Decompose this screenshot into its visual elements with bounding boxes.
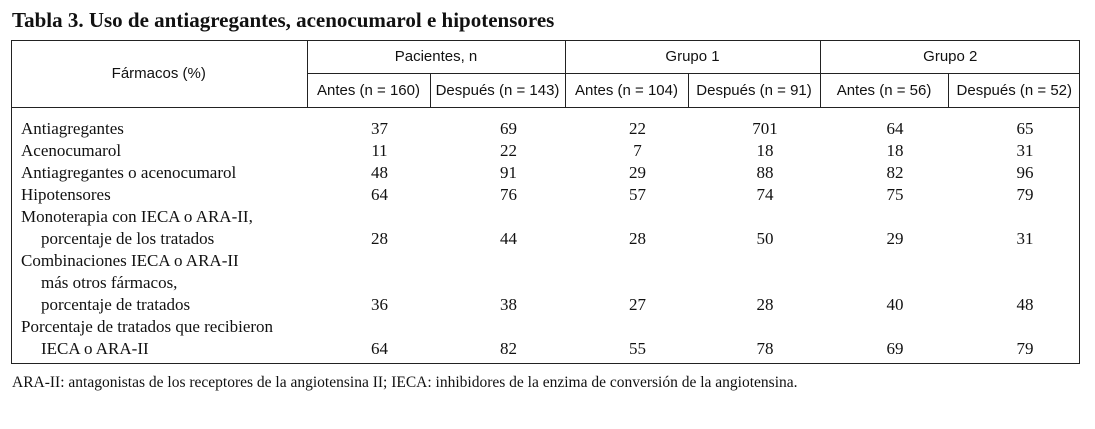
table-cell: 48 (371, 163, 388, 182)
table-cell: 82 (500, 339, 517, 358)
row-label: Antiagregantes o acenocumarol (21, 163, 237, 182)
table-cell: 37 (371, 119, 388, 138)
subheader-cell: Antes (n = 56) (820, 74, 948, 108)
table-row (11, 118, 1080, 140)
table-title: Tabla 3. Uso de antiagregantes, acenocumarol e hipotensores (12, 8, 555, 32)
row-label-continued: porcentaje de tratados (41, 295, 191, 314)
group-header-grupo-2: Grupo 2 (820, 40, 1080, 74)
table-cell: 64 (886, 119, 904, 138)
group-header-grupo-1: Grupo 1 (565, 40, 820, 74)
table-cell: 50 (756, 229, 774, 248)
table-row-label-line (11, 250, 1080, 272)
table-cell: 79 (1016, 185, 1034, 204)
subheader-cell: Antes (n = 160) (307, 74, 430, 108)
row-label: Antiagregantes (21, 119, 124, 138)
table-cell: 69 (886, 339, 904, 358)
table-row (11, 294, 1080, 316)
table-cell: 18 (886, 141, 904, 160)
table-cell: 29 (629, 163, 646, 182)
table-cell: 76 (500, 185, 517, 204)
table-row-label-line (11, 206, 1080, 228)
subheader-cell: Antes (n = 104) (565, 74, 688, 108)
table-cell: 82 (886, 163, 904, 182)
row-label-continued: porcentaje de los tratados (41, 229, 215, 248)
table-cell: 7 (633, 141, 642, 160)
table-cell: 36 (371, 295, 388, 314)
table-cell: 64 (371, 185, 388, 204)
table-row (11, 184, 1080, 206)
table-cell: 65 (1016, 119, 1034, 138)
table-cell: 11 (371, 141, 388, 160)
table-cell: 75 (886, 185, 904, 204)
table-cell: 96 (1016, 163, 1034, 182)
table-cell: 40 (886, 295, 904, 314)
table-row (11, 338, 1080, 360)
table-cell: 29 (886, 229, 904, 248)
table-cell: 28 (371, 229, 388, 248)
table-cell: 79 (1016, 339, 1034, 358)
subheader-cell: Después (n = 91) (688, 74, 820, 108)
table-row-label-line (11, 316, 1080, 338)
table-cell: 28 (756, 295, 774, 314)
row-label: Porcentaje de tratados que recibieron (21, 317, 274, 336)
table-cell: 31 (1016, 141, 1034, 160)
table-cell: 55 (629, 339, 646, 358)
table-cell: 57 (629, 185, 646, 204)
table-cell: 74 (756, 185, 774, 204)
table-cell: 38 (500, 295, 517, 314)
table-cell: 701 (752, 119, 778, 138)
table-cell: 28 (629, 229, 646, 248)
table-row (11, 162, 1080, 184)
row-header-label: Fármacos (%) (11, 40, 307, 108)
subheader-cell: Después (n = 143) (430, 74, 565, 108)
table-cell: 27 (629, 295, 646, 314)
table-row (11, 228, 1080, 250)
data-table (11, 40, 1080, 360)
subheader-cell: Después (n = 52) (948, 74, 1080, 108)
table-row-label-line (11, 272, 1080, 294)
row-label: Combinaciones IECA o ARA-II (21, 251, 239, 270)
table-cell: 22 (629, 119, 646, 138)
table-footnote: ARA-II: antagonistas de los receptores de la angiotensina II; IECA: inhibidores de la enzima de conversión de la angiotensina. (12, 374, 798, 391)
group-header-pacientes: Pacientes, n (307, 40, 565, 74)
table-row (11, 140, 1080, 162)
row-label: Monoterapia con IECA o ARA-II, (21, 207, 253, 226)
table-cell: 44 (500, 229, 517, 248)
table-cell: 88 (756, 163, 774, 182)
table-cell: 48 (1016, 295, 1034, 314)
table-cell: 18 (756, 141, 774, 160)
row-label: Hipotensores (21, 185, 111, 204)
row-label-continued: más otros fármacos, (41, 273, 178, 292)
row-label: Acenocumarol (21, 141, 122, 160)
row-label-continued: IECA o ARA-II (41, 339, 149, 358)
table-cell: 31 (1016, 229, 1034, 248)
table-cell: 22 (500, 141, 517, 160)
table-cell: 64 (371, 339, 388, 358)
table-cell: 69 (500, 119, 517, 138)
table-cell: 78 (756, 339, 774, 358)
table-cell: 91 (500, 163, 517, 182)
